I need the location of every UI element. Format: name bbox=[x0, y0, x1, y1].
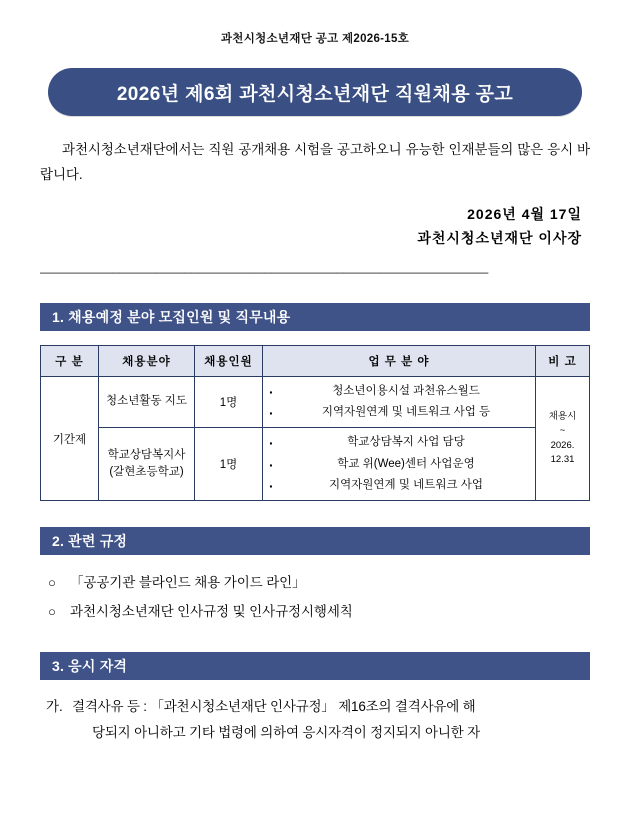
announcement-date: 2026년 4월 17일 bbox=[467, 205, 582, 222]
duty-item: · 지역자원연계 및 네트워크 사업 등 bbox=[266, 402, 532, 423]
table-row bbox=[41, 428, 590, 501]
page-title: 2026년 제6회 과천시청소년재단 직원채용 공고 bbox=[116, 83, 514, 105]
bullet-circle-icon: ○ bbox=[48, 575, 56, 591]
section-heading-2: 2. 관련 규정 bbox=[40, 527, 590, 555]
table-header-row bbox=[41, 345, 590, 376]
qualification-body bbox=[72, 694, 590, 747]
regulation-text: 과천시청소년재단 인사규정 및 인사규정시행세칙 bbox=[70, 603, 353, 619]
count-cell: 1명 bbox=[195, 376, 263, 428]
qualification-label: 가. bbox=[46, 698, 63, 714]
duty-item: · 학교 위(Wee)센터 사업운영 bbox=[266, 454, 532, 475]
title-banner bbox=[48, 68, 582, 116]
qualification-line-2: 당되지 아니하고 기타 법령에 의하여 응시자격이 정지되지 아니한 자 bbox=[92, 725, 480, 741]
duty-item: · 지역자원연계 및 네트워크 사업 bbox=[266, 475, 532, 496]
horizontal-divider: ______________________________________________________________ bbox=[40, 258, 489, 274]
recruitment-table bbox=[40, 345, 590, 501]
note-line: ~ bbox=[559, 425, 566, 437]
note-line: 2026. bbox=[550, 439, 575, 451]
recruitment-table-wrap bbox=[40, 345, 590, 501]
intro-paragraph bbox=[40, 138, 590, 188]
qualification-item bbox=[46, 694, 590, 747]
intro-text: 과천시청소년재단에서는 직원 공개채용 시험을 공고하오니 유능한 인재분들의 많은 응시 바랍니다. bbox=[40, 142, 590, 182]
regulation-text: 「공공기관 블라인드 채용 가이드 라인」 bbox=[70, 575, 306, 591]
qualification-line-1: 결격사유 등 : 「과천시청소년재단 인사규정」 제16조의 결격사유에 해 bbox=[72, 698, 476, 714]
table-header-cell: 업 무 분 야 bbox=[263, 345, 536, 376]
bullet-circle-icon: ○ bbox=[48, 603, 56, 619]
duty-item: · 청소년이용시설 과천유스월드 bbox=[266, 381, 532, 402]
table-header-cell: 비 고 bbox=[536, 345, 590, 376]
qualification-block bbox=[46, 694, 590, 747]
count-cell: 1명 bbox=[195, 428, 263, 501]
employment-type-cell: 기간제 bbox=[41, 376, 99, 500]
list-item bbox=[48, 598, 590, 626]
table-header-cell: 채용인원 bbox=[195, 345, 263, 376]
note-line: 채용시 bbox=[548, 411, 577, 423]
note-line: 12.31 bbox=[550, 453, 575, 465]
signer-name: 과천시청소년재단 이사장 bbox=[417, 230, 582, 247]
regulations-list bbox=[48, 569, 590, 626]
field-name: 청소년활동 지도 bbox=[106, 395, 187, 408]
table-header-cell: 채용분야 bbox=[99, 345, 195, 376]
table-row bbox=[41, 376, 590, 428]
section-heading-1: 1. 채용예정 분야 모집인원 및 직무내용 bbox=[40, 303, 590, 331]
field-subname: (갈현초등학교) bbox=[109, 466, 184, 479]
list-item bbox=[48, 569, 590, 597]
duty-item: · 학교상담복지 사업 담당 bbox=[266, 432, 532, 453]
field-name: 학교상담복지사 bbox=[107, 448, 186, 461]
document-header-line: 과천시청소년재단 공고 제2026-15호 bbox=[220, 33, 410, 45]
table-header-cell: 구 분 bbox=[41, 345, 99, 376]
duty-cell bbox=[263, 376, 536, 428]
note-cell bbox=[536, 376, 590, 500]
signature-block bbox=[40, 202, 582, 251]
field-cell bbox=[99, 428, 195, 501]
duty-cell bbox=[263, 428, 536, 501]
section-heading-3: 3. 응시 자격 bbox=[40, 652, 590, 680]
field-cell bbox=[99, 376, 195, 428]
